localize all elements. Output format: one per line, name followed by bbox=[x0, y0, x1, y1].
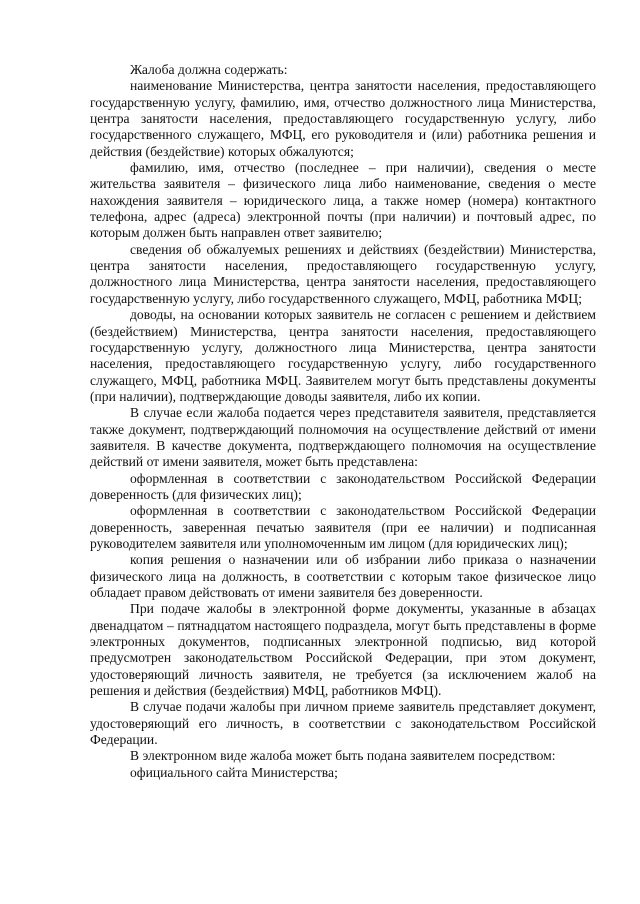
paragraph-appointment-copy: копия решения о назначении или об избрании либо приказа о назначении физического лица на должность, в соответствии с которым такое физическое лицо обладает правом действовать от имени заявителя без доверенности. bbox=[90, 552, 596, 600]
paragraph-item-arguments: доводы, на основании которых заявитель не согласен с решением и действием (бездействием) Министерства, центра занятости населения, предоставляющего государственную услугу, должностного лица Министерства, центра занятости населения, предоставляющего государственную услугу, либо государственного служащего, МФЦ, работника МФЦ. Заявителем могут быть представлены документы (при наличии), подтверждающие доводы заявителя, либо их копии. bbox=[90, 307, 596, 404]
paragraph-item-name: наименование Министерства, центра занятости населения, предоставляющего государственную услугу, фамилию, имя, отчество должностного лица Министерства, центра занятости населения, предоставляющего государственную услугу, либо государственного служащего, МФЦ, его руководителя и (или) работника решения и действия (бездействие) которых обжалуются; bbox=[90, 78, 596, 159]
paragraph-representative: В случае если жалоба подается через представителя заявителя, представляется также документ, подтверждающий полномочия на осуществление действий от имени заявителя. В качестве документа, подтверждающего полномочия на осуществление действий от имени заявителя, может быть представлена: bbox=[90, 405, 596, 470]
paragraph-intro: Жалоба должна содержать: bbox=[130, 62, 288, 77]
document-body bbox=[90, 62, 596, 781]
paragraph-electronic-documents: При подаче жалобы в электронной форме документы, указанные в абзацах двенадцатом – пятнадцатом настоящего подраздела, могут быть представлены в форме электронных документов, подписанных электронной подписью, вид которой предусмотрен законодательством Российской Федерации, при этом документ, удостоверяющий личность заявителя, не требуется (за исключением жалоб на решения и действия (бездействия) МФЦ, работников МФЦ). bbox=[90, 601, 596, 699]
paragraph-electronic-submission: В электронном виде жалоба может быть подана заявителем посредством: bbox=[130, 748, 556, 764]
paragraph-power-of-attorney-legal: оформленная в соответствии с законодательством Российской Федерации доверенность, заверенная печатью заявителя (при ее наличии) и подписанная руководителем заявителя или уполномоченным им лицом (для юридических лиц); bbox=[90, 503, 596, 551]
paragraph-item-decisions: сведения об обжалуемых решениях и действиях (бездействии) Министерства, центра занятости населения, предоставляющего государственную услугу, должностного лица Министерства, центра занятости населения, предоставляющего государственную услугу, либо государственного служащего, МФЦ, работника МФЦ; bbox=[90, 241, 596, 306]
paragraph-personal-reception: В случае подачи жалобы при личном приеме заявитель представляет документ, удостоверяющий его личность, в соответствии с законодательством Российской Федерации. bbox=[90, 699, 596, 748]
paragraph-item-applicant: фамилию, имя, отчество (последнее – при наличии), сведения о месте жительства заявителя – физического лица либо наименование, сведения о месте нахождения заявителя – юридического лица, а также номер (номера) контактного телефона, адрес (адреса) электронной почты (при наличии) и почтовый адрес, по которым должен быть направлен ответ заявителю; bbox=[90, 160, 596, 241]
paragraph-official-site: официального сайта Министерства; bbox=[130, 764, 338, 780]
paragraph-power-of-attorney-individual: оформленная в соответствии с законодательством Российской Федерации доверенность (для физических лиц); bbox=[90, 470, 596, 502]
